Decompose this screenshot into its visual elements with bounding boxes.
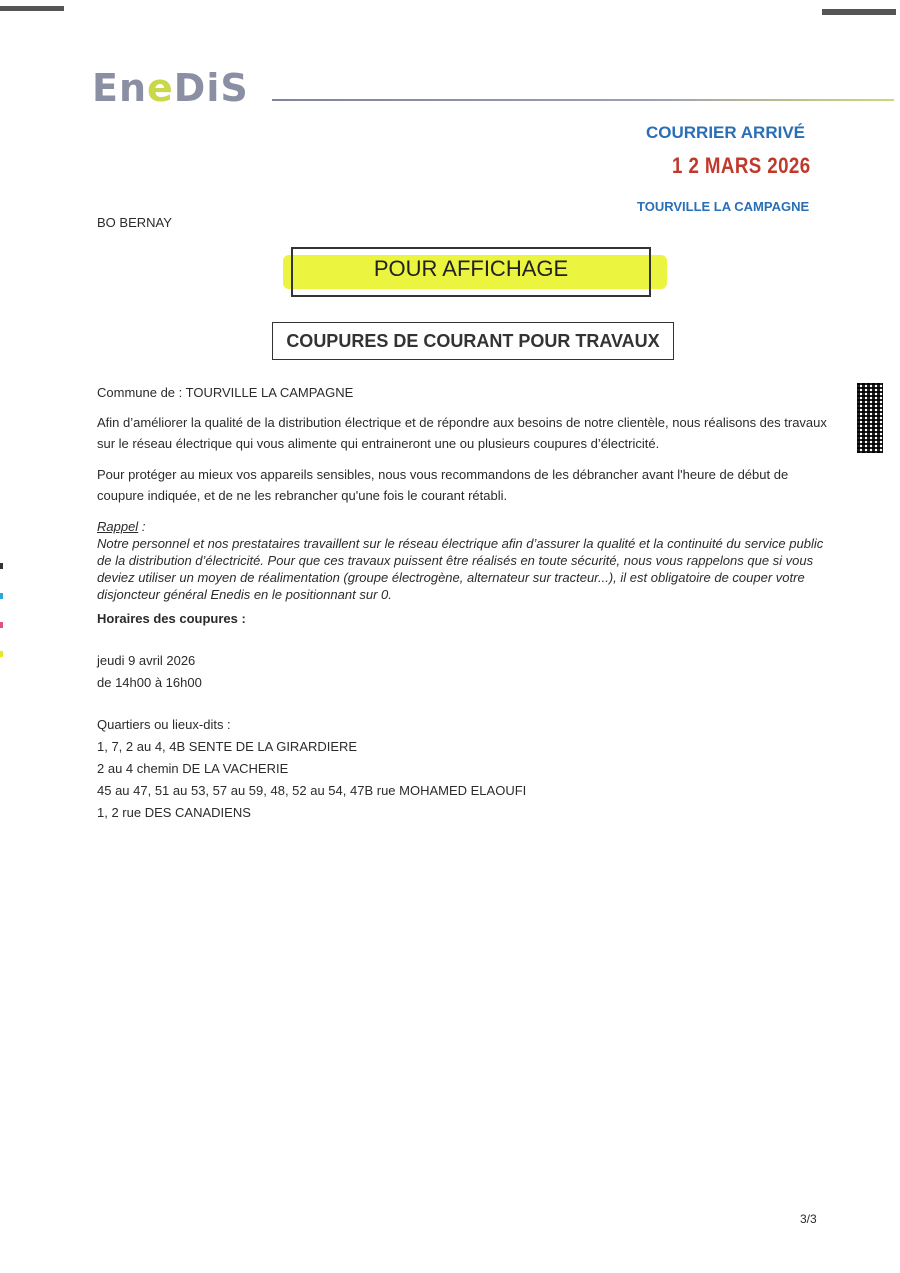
location-item: 1, 7, 2 au 4, 4B SENTE DE LA GIRARDIERE xyxy=(97,739,358,754)
stamp-received: COURRIER ARRIVÉ xyxy=(646,123,805,142)
advice-paragraph: Pour protéger au mieux vos appareils sensibles, nous vous recommandons de les débrancher avant l'heure de début de coupure indiquée, et de ne les rebrancher qu'une fois le courant rétabli. xyxy=(97,467,789,503)
print-register-mark xyxy=(0,563,3,569)
header-rule xyxy=(272,99,894,101)
enedis-logo: EneDiS xyxy=(92,66,249,110)
location-item: 2 au 4 chemin DE LA VACHERIE xyxy=(97,761,289,776)
sender: BO BERNAY xyxy=(97,215,172,230)
print-register-mark xyxy=(0,593,3,599)
horaires-heading: Horaires des coupures : xyxy=(97,611,246,626)
location-item: 1, 2 rue DES CANADIENS xyxy=(97,805,251,820)
schedule-time: de 14h00 à 16h00 xyxy=(97,675,202,690)
schedule-date: jeudi 9 avril 2026 xyxy=(97,653,196,668)
commune: Commune de : TOURVILLE LA CAMPAGNE xyxy=(97,385,354,400)
location-item: 45 au 47, 51 au 53, 57 au 59, 48, 52 au 54, 47B rue MOHAMED ELAOUFI xyxy=(97,783,527,798)
print-register-mark xyxy=(0,651,3,657)
intro-paragraph: Afin d’améliorer la qualité de la distribution électrique et de répondre aux besoins de notre clientèle, nous réalisons des travaux sur le réseau électrique qui vous alimente qui entraineront une ou plusieurs coupures d’électricité. xyxy=(97,415,827,451)
rappel-text: Notre personnel et nos prestataires travaillent sur le réseau électrique afin d’assurer la qualité et la continuité du service public de la distribution d’électricité. Pour que ces travaux puissent être réalisés en toute sécurité, nous vous rappelons que si vous deviez utiliser un moyen de réalimentation (groupe électrogène, alternateur sur tracteur...), il est obligatoire de couper votre disjoncteur général Enedis en le positionnant sur 0. xyxy=(97,536,824,602)
page-number: 3/3 xyxy=(800,1212,817,1226)
stamp-place: TOURVILLE LA CAMPAGNE xyxy=(637,199,810,214)
rappel-heading: Rappel : xyxy=(97,519,146,534)
scan-edge-mark xyxy=(822,9,896,15)
document-title: COUPURES DE COURANT POUR TRAVAUX xyxy=(272,322,674,360)
quartiers-heading: Quartiers ou lieux-dits : xyxy=(97,717,231,732)
print-register-mark xyxy=(0,622,3,628)
scan-edge-mark xyxy=(0,6,64,11)
stamp-date: 1 2 MARS 2026 xyxy=(672,153,811,178)
datamatrix-code xyxy=(857,383,883,453)
affichage-label: POUR AFFICHAGE xyxy=(373,256,569,281)
